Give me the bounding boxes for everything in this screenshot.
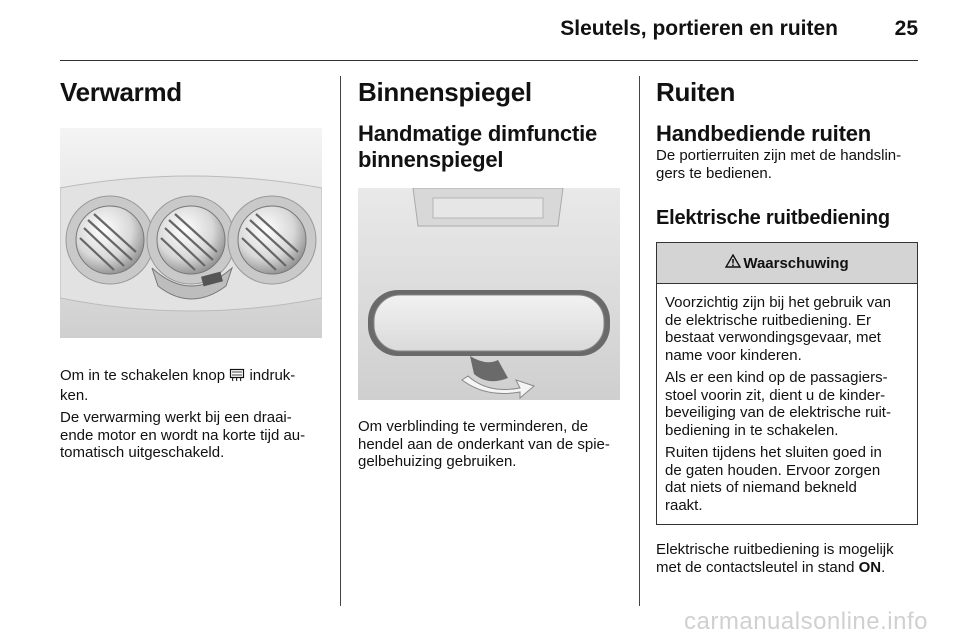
paragraph-heating-info: De verwarming werkt bij een draai- ende motor en wordt na korte tijd au- tomatisch uitgeschakeld. (60, 409, 306, 461)
mirror-illustration (358, 188, 620, 400)
paragraph-electric: Elektrische ruitbediening is mogelijk met de contactsleutel in stand ON. (656, 541, 894, 576)
heading-binnenspiegel: Binnenspiegel (358, 77, 532, 107)
heater-controls-photo (60, 128, 322, 338)
column-mirror (358, 74, 628, 471)
warning-title: Waarschuwing (743, 254, 849, 272)
subheading-dimfunctie: Handmatige dimfunctie binnenspiegel (358, 121, 598, 172)
warning-icon (725, 254, 741, 272)
heading-ruiten: Ruiten (656, 77, 736, 107)
mirror-photo (358, 188, 620, 400)
subheading-handbediende: Handbediende ruiten (656, 121, 871, 146)
heater-controls-illustration (60, 128, 322, 338)
warning-paragraph-1: Voorzichtig zijn bij het gebruik van de elektrische ruitbediening. Er bestaat verwondingsgevaar, met name voor kinderen. (665, 294, 891, 364)
paragraph-handbediende: De portierruiten zijn met de handslin- gers te bedienen. (656, 147, 902, 182)
column-heated (60, 74, 328, 462)
paragraph-mirror: Om verblinding te verminderen, de hendel aan de onderkant van de spie- gelbehuizing gebruiken. (358, 418, 610, 470)
warning-body (657, 284, 917, 524)
watermark: carmanualsonline.info (684, 608, 928, 635)
contact-position-on: ON (858, 558, 882, 576)
warning-header (657, 243, 917, 284)
warning-paragraph-3: Ruiten tijdens het sluiten goed in de gaten houden. Ervoor zorgen dat niets of niemand bekneld raakt. (665, 444, 882, 514)
warning-paragraph-2: Als er een kind op de passagiers- stoel voorin zit, dient u de kinder- beveiliging van de elektrische ruit- bediening in te schakelen. (665, 369, 891, 439)
warning-box (656, 242, 918, 525)
column-divider-2 (639, 76, 640, 606)
page-number: 25 (894, 17, 918, 40)
heading-verwarmd: Verwarmd (60, 77, 182, 107)
header-rule (60, 60, 918, 61)
paragraph-switch-on: Om in te schakelen knop indruk- ken. (60, 367, 296, 404)
column-windows (656, 74, 920, 576)
column-divider-1 (340, 76, 341, 606)
header-title: Sleutels, portieren en ruiten (560, 17, 838, 40)
heated-window-icon (229, 368, 245, 387)
subheading-elektrische: Elektrische ruitbediening (656, 207, 890, 229)
